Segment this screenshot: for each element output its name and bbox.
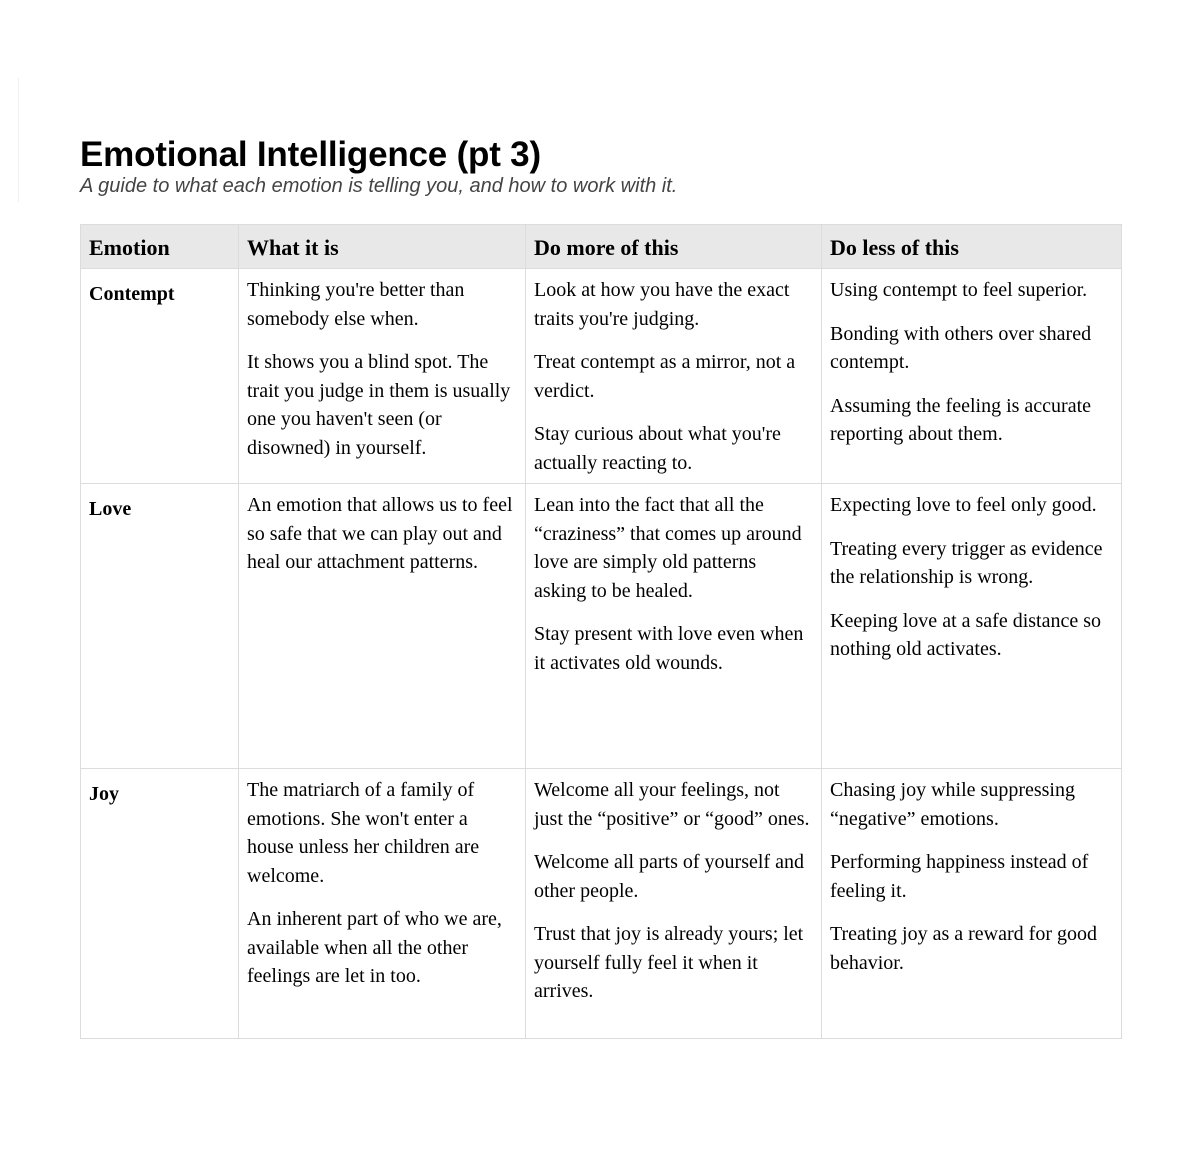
cell-paragraph: Using contempt to feel superior. [830,279,1088,301]
header-do-less: Do less of this [822,225,1122,269]
emotion-name: Joy [81,769,239,1039]
cell-paragraph: Chasing joy while suppressing “negative” emotions. [830,779,1075,830]
emotion-table [80,224,1122,1039]
table-row-contempt [81,269,1122,484]
cell-paragraph: Trust that joy is already yours; let yourself fully feel it when it arrives. [534,923,804,1002]
cell-paragraph: Treating joy as a reward for good behavior. [830,923,1097,974]
cell-paragraph: An emotion that allows us to feel so safe that we can play out and heal our attachment patterns. [247,494,513,573]
what-it-is-cell [239,769,526,1039]
cell-paragraph: Thinking you're better than somebody else when. [247,279,465,330]
what-it-is-cell [239,269,526,484]
cell-paragraph: Bonding with others over shared contempt. [830,322,1092,373]
do-more-cell [526,484,822,769]
what-it-is-cell [239,484,526,769]
do-more-cell [526,269,822,484]
page-subtitle: A guide to what each emotion is telling you, and how to work with it. [80,175,678,197]
cell-paragraph: Assuming the feeling is accurate reporting about them. [830,394,1092,445]
cell-paragraph: Welcome all your feelings, not just the “positive” or “good” ones. [534,779,810,830]
cell-paragraph: Lean into the fact that all the “craziness” that comes up around love are simply old patterns asking to be healed. [534,494,802,602]
emotion-name: Love [81,484,239,769]
do-less-cell [822,769,1122,1039]
page-edge [18,78,19,202]
cell-paragraph: An inherent part of who we are, available when all the other feelings are let in too. [247,908,502,987]
cell-paragraph: Performing happiness instead of feeling it. [830,851,1089,902]
page-title: Emotional Intelligence (pt 3) [80,135,541,174]
do-less-cell [822,484,1122,769]
cell-paragraph: Treat contempt as a mirror, not a verdict. [534,351,796,402]
cell-paragraph: Treating every trigger as evidence the relationship is wrong. [830,537,1103,588]
header-do-more: Do more of this [526,225,822,269]
cell-paragraph: The matriarch of a family of emotions. She won't enter a house unless her children are welcome. [247,779,480,887]
cell-paragraph: Keeping love at a safe distance so nothing old activates. [830,609,1102,660]
do-less-cell [822,269,1122,484]
cell-paragraph: Expecting love to feel only good. [830,494,1097,516]
cell-paragraph: It shows you a blind spot. The trait you judge in them is usually one you haven't seen (or disowned) in yourself. [247,351,511,459]
cell-paragraph: Look at how you have the exact traits you're judging. [534,279,790,330]
table-row-love [81,484,1122,769]
cell-paragraph: Welcome all parts of yourself and other people. [534,851,804,902]
table-header-row [81,225,1122,269]
emotion-name: Contempt [81,269,239,484]
cell-paragraph: Stay present with love even when it activates old wounds. [534,623,804,674]
document [80,135,1121,1002]
header-emotion: Emotion [81,225,239,269]
header-what-it-is: What it is [239,225,526,269]
cell-paragraph: Stay curious about what you're actually reacting to. [534,423,781,474]
table-row-joy [81,769,1122,1039]
do-more-cell [526,769,822,1039]
